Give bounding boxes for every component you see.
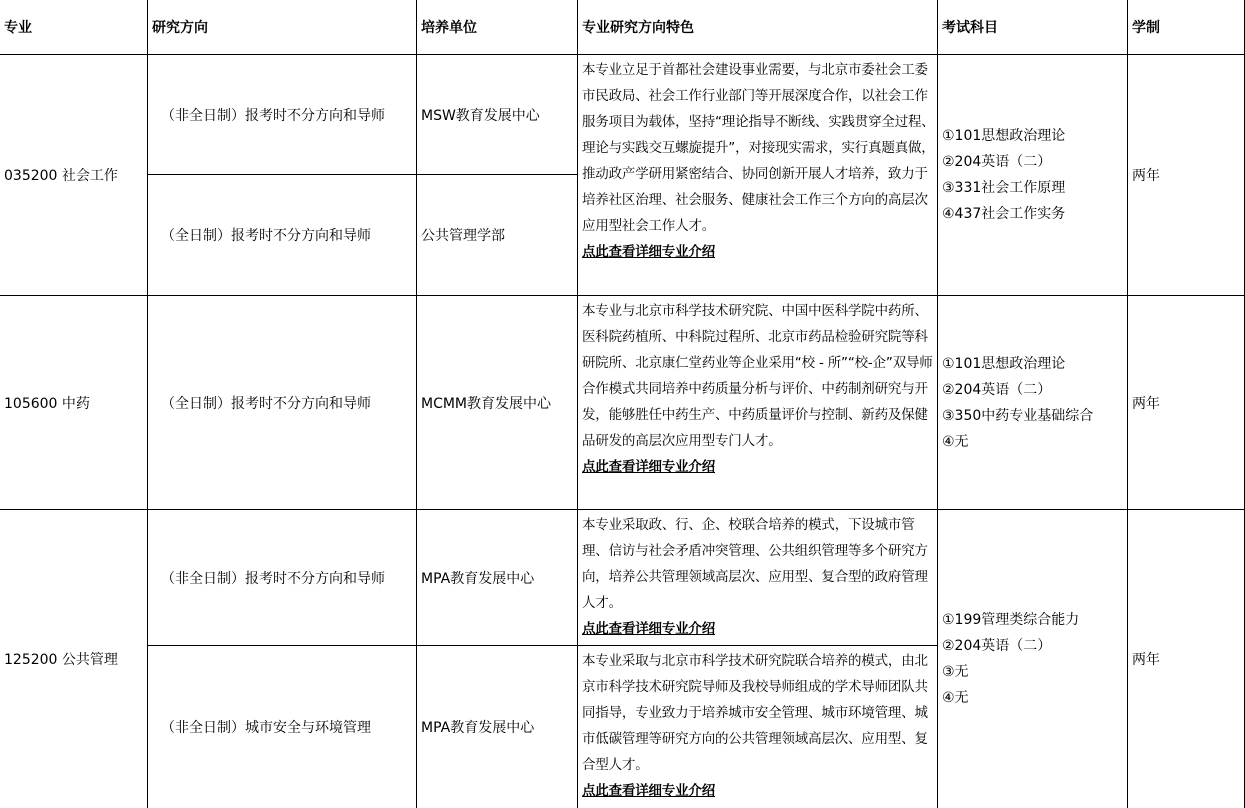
duration-cell	[1128, 296, 1245, 510]
duration-cell	[1128, 510, 1245, 808]
exam-subject: ②204英语（二）	[942, 638, 1052, 654]
header-duration: 学制	[1128, 0, 1245, 55]
feature-text: 本专业采取政、行、企、校联合培养的模式，下设城市管理、信访与社会矛盾冲突管理、公共组织管理等多个研究方向，培养公共管理领域高层次、应用型、复合型的政府管理人才。	[582, 517, 928, 611]
feature-text: 本专业采取与北京市科学技术研究院联合培养的模式，由北京市科学技术研究院导师及我校导师组成的学术导师团队共同指导，专业致力于培养城市安全管理、城市环境管理、城市低碳管理等研究方向的公共管理领域高层次、应用型、复合型人才。	[582, 653, 928, 773]
exam-subject: ①199管理类综合能力	[942, 612, 1080, 628]
major-label: 035200 社会工作	[4, 168, 118, 184]
exam-subject: ④无	[942, 433, 969, 450]
exam-subject: ③331社会工作原理	[942, 180, 1066, 196]
header-direction: 研究方向	[148, 0, 417, 55]
unit-label: 公共管理学部	[421, 228, 505, 244]
unit-cell	[417, 646, 578, 808]
major-cell	[0, 296, 148, 510]
feature-cell	[578, 510, 938, 646]
feature-text: 本专业与北京市科学技术研究院、中国中医科学院中药所、医科院药植所、中科院过程所、北京市药品检验研究院等科研院所、北京康仁堂药业等企业采用“校 - 所”“校-企”双导师合作模式共同培养中药质量分析与评价、中药制剂研究与开发，能够胜任中药生产、中药质量评价与控制、新药及保健品研发的高层次应用型专门人才。	[582, 303, 933, 449]
duration-label: 两年	[1132, 395, 1160, 412]
feature-cell	[578, 646, 938, 808]
detail-link[interactable]: 点此查看详细专业介绍	[582, 621, 715, 637]
exam-subject: ③无	[942, 664, 969, 680]
exam-subject: ①101思想政治理论	[942, 355, 1066, 372]
direction-cell	[148, 510, 417, 646]
major-label: 105600 中药	[4, 395, 90, 412]
detail-link[interactable]: 点此查看详细专业介绍	[582, 783, 715, 799]
direction-cell	[148, 296, 417, 510]
detail-link[interactable]: 点此查看详细专业介绍	[582, 459, 715, 475]
direction-label: （非全日制）城市安全与环境管理	[161, 720, 371, 736]
direction-label: （全日制）报考时不分方向和导师	[161, 395, 371, 412]
header-unit: 培养单位	[417, 0, 578, 55]
exam-subject: ②204英语（二）	[942, 154, 1052, 170]
exam-cell	[938, 510, 1128, 808]
exam-subject: ④437社会工作实务	[942, 206, 1066, 222]
direction-cell	[148, 175, 417, 296]
detail-link[interactable]: 点此查看详细专业介绍	[582, 244, 715, 260]
unit-label: MSW教育发展中心	[421, 107, 540, 124]
unit-label: MCMM教育发展中心	[421, 395, 552, 412]
exam-subject: ③350中药专业基础综合	[942, 407, 1094, 424]
direction-label: （非全日制）报考时不分方向和导师	[161, 570, 385, 587]
exam-subject: ②204英语（二）	[942, 381, 1052, 398]
feature-text: 本专业立足于首都社会建设事业需要，与北京市委社会工委市民政局、社会工作行业部门等开展深度合作，以社会工作服务项目为载体，坚持“理论指导不断线、实践贯穿全过程、理论与实践交互螺旋提升”，对接现实需求，实行真题真做，推动政产学研用紧密结合、协同创新开展人才培养，致力于培养社区治理、社会服务、健康社会工作三个方向的高层次应用型社会工作人才。	[582, 62, 935, 234]
direction-label: （全日制）报考时不分方向和导师	[161, 228, 371, 244]
unit-cell	[417, 510, 578, 646]
unit-label: MPA教育发展中心	[421, 720, 535, 736]
exam-cell	[938, 55, 1128, 296]
unit-cell	[417, 296, 578, 510]
duration-label: 两年	[1132, 652, 1160, 668]
duration-label: 两年	[1132, 168, 1160, 184]
unit-cell	[417, 55, 578, 175]
exam-subject: ①101思想政治理论	[942, 128, 1066, 144]
direction-cell	[148, 55, 417, 175]
unit-label: MPA教育发展中心	[421, 570, 535, 587]
exam-subject: ④无	[942, 690, 969, 706]
exam-cell	[938, 296, 1128, 510]
unit-cell	[417, 175, 578, 296]
major-cell	[0, 510, 148, 808]
duration-cell	[1128, 55, 1245, 296]
direction-label: （非全日制）报考时不分方向和导师	[161, 107, 385, 124]
feature-cell	[578, 296, 938, 510]
header-feature: 专业研究方向特色	[578, 0, 938, 55]
header-major: 专业	[0, 0, 148, 55]
feature-cell	[578, 55, 938, 296]
major-cell	[0, 55, 148, 296]
header-exam: 考试科目	[938, 0, 1128, 55]
direction-cell	[148, 646, 417, 808]
major-label: 125200 公共管理	[4, 652, 118, 668]
